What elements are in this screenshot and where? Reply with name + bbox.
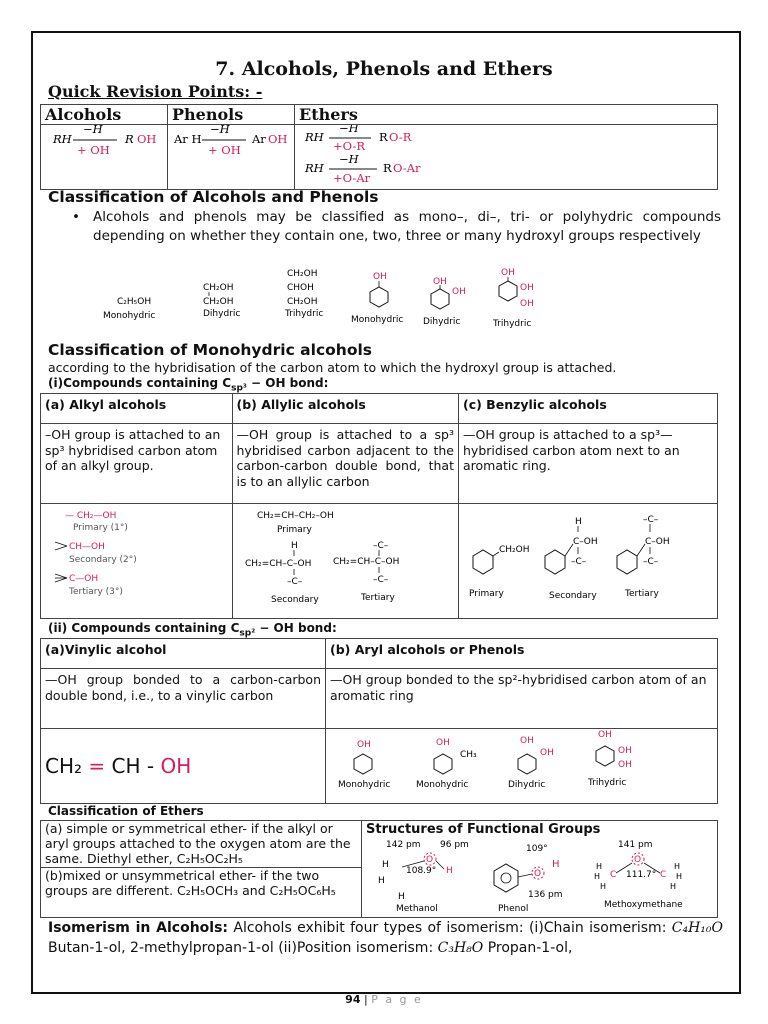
footer-separator: | <box>360 993 372 1006</box>
vinylic-structure <box>41 729 326 804</box>
primary-label: Primary (1°) <box>73 523 128 533</box>
product-group: OH <box>137 132 157 146</box>
functional-structures <box>362 837 702 913</box>
page-footer <box>0 993 768 1006</box>
methanol-d1: 142 pm <box>386 840 421 850</box>
h-atom: H <box>290 541 298 551</box>
svg-text:O: O <box>426 855 434 865</box>
isomerism-paragraph <box>48 918 723 958</box>
arrow-below: + OH <box>208 143 241 157</box>
product-r: Ar <box>252 132 266 146</box>
chapter-title: 7. Alcohols, Phenols and Ethers <box>215 58 553 80</box>
header-alcohols: Alcohols <box>41 105 168 125</box>
sp3-heading-lead: (i)Compounds containing C <box>48 376 232 390</box>
svg-text:H: H <box>596 862 603 871</box>
c-atom: –C– <box>571 557 587 567</box>
mono-label: Monohydric <box>103 311 156 321</box>
phenol-reaction-cell <box>168 125 295 190</box>
primary-formula: — CH₂—OH <box>65 511 117 521</box>
revision-table <box>40 104 718 190</box>
quick-revision-heading: Quick Revision Points: - <box>48 82 263 101</box>
header-benzylic: (c) Benzylic alcohols <box>459 394 718 424</box>
phenol-mono-label: Monohydric <box>351 315 404 325</box>
ether-reactions <box>299 125 499 185</box>
desc-allylic: —OH group is attached to a sp³ hybridised carbon adjacent to the carbon-carbon double bond, that is to an allylic carbon <box>232 424 459 504</box>
sp2-heading <box>48 621 337 638</box>
arrow-above: −H <box>339 152 359 166</box>
tri-formula-3: CH₂OH <box>287 297 318 307</box>
benzylic-tertiary-label: Tertiary <box>625 589 659 599</box>
benzylic-secondary: C–OH <box>573 537 598 547</box>
benzene-ring-icon <box>473 550 493 574</box>
sp2-table <box>40 638 718 804</box>
oh-label: OH <box>452 287 466 297</box>
allylic-tertiary-label: Tertiary <box>360 593 395 603</box>
sp3-subscript: sp³ <box>231 383 247 394</box>
phenol-tri-label: Trihydric <box>493 319 532 329</box>
benzylic-primary-label: Primary <box>469 589 504 599</box>
oh-label: OH <box>540 748 554 758</box>
reactant: RH <box>53 132 72 146</box>
benzene-ring-icon <box>499 281 517 301</box>
page-number: 94 <box>345 993 361 1006</box>
oh-label: OH <box>520 283 534 293</box>
desc-benzylic: —OH group is attached to a sp³— hybridised carbon atom next to an aromatic ring. <box>459 424 718 504</box>
benzylic-primary: CH₂OH <box>499 545 530 555</box>
di-formula-2: CH₂OH <box>203 297 234 307</box>
header-aryl: (b) Aryl alcohols or Phenols <box>326 639 718 669</box>
ethers-heading: Classification of Ethers <box>48 804 204 818</box>
oh-label: OH <box>598 730 612 740</box>
svg-text:C: C <box>660 870 667 880</box>
benzylic-secondary-label: Secondary <box>549 591 597 601</box>
phenol-reaction <box>172 125 290 183</box>
svg-text:H: H <box>600 882 607 891</box>
benzene-ring-icon <box>617 550 637 574</box>
alkyl-diagram <box>45 504 225 608</box>
vinylic-ch2: CH₂ <box>45 754 89 778</box>
allylic-diagram <box>237 504 452 608</box>
product-r: R <box>379 130 388 144</box>
header-allylic: (b) Allylic alcohols <box>232 394 459 424</box>
c-atom: –C– <box>643 557 659 567</box>
sp3-heading <box>48 376 328 393</box>
aryl-label-3: Dihydric <box>508 780 546 790</box>
benzene-ring-icon <box>494 864 518 892</box>
benzene-ring-icon <box>518 754 536 774</box>
header-ethers: Ethers <box>295 105 718 125</box>
oh-label: OH <box>433 277 447 287</box>
reactant: Ar H <box>174 132 202 146</box>
ether-reaction-cell <box>295 125 718 190</box>
phenol-angle: 109° <box>526 844 548 854</box>
desc-alkyl: –OH group is attached to an sp³ hybridised carbon atom of an alkyl group. <box>41 424 233 504</box>
simple-ether: (a) simple or symmetrical ether- if the alkyl or aryl groups attached to the oxygen atom are the same. Diethyl ether, C₂H₅OC₂H₅ <box>41 821 362 868</box>
tri-formula-2: CHOH <box>287 283 314 293</box>
c-atom: –C– <box>643 515 659 525</box>
functional-structures-cell <box>362 821 718 918</box>
aryl-label-2: Monohydric <box>416 780 469 790</box>
svg-text:O: O <box>534 869 542 879</box>
allylic-tertiary: CH₂=CH–C–OH <box>332 557 399 567</box>
svg-text:H: H <box>674 862 681 871</box>
product-group: O-Ar <box>393 161 421 175</box>
oh-label: OH <box>618 760 632 770</box>
h-atom: H <box>575 517 582 527</box>
vinylic-ch: CH - <box>105 754 161 778</box>
svg-text:H: H <box>398 892 405 902</box>
sp2-heading-tail: − OH bond: <box>255 621 337 635</box>
benzene-ring-icon <box>596 746 614 766</box>
svg-text:H: H <box>594 872 601 881</box>
c-atom: –C– <box>372 541 388 551</box>
c-atom: –C– <box>372 575 388 585</box>
svg-text:C: C <box>610 870 617 880</box>
svg-text:H: H <box>446 866 453 876</box>
page-label: P a g e <box>371 993 423 1006</box>
oh-label: OH <box>520 736 534 746</box>
isomerism-formula-1: C₄H₁₀O <box>671 920 723 936</box>
isomerism-text-3: Propan-1-ol, <box>483 940 573 956</box>
oh-label: OH <box>436 738 450 748</box>
oh-label: OH <box>357 740 371 750</box>
header-phenols: Phenols <box>168 105 295 125</box>
di-formula-1: CH₂OH <box>203 283 234 293</box>
allylic-structures <box>232 504 459 619</box>
isomerism-text-2: Butan-1-ol, 2-methylpropan-1-ol (ii)Position isomerism: <box>48 940 438 956</box>
svg-text:H: H <box>676 872 683 881</box>
oh-label: OH <box>501 268 515 278</box>
methanol-d2: 96 pm <box>440 840 469 850</box>
isomerism-text-1: Alcohols exhibit four types of isomerism: (i)Chain isomerism: <box>228 920 667 936</box>
svg-text:H: H <box>382 860 389 870</box>
c-atom: –C– <box>286 577 302 587</box>
aryl-diagram <box>330 729 710 799</box>
arrow-above: −H <box>339 125 359 135</box>
product-r: R <box>383 161 392 175</box>
classification-heading: Classification of Alcohols and Phenols <box>48 188 379 206</box>
phenol-distance: 136 pm <box>528 890 563 900</box>
secondary-label: Secondary (2°) <box>69 555 137 565</box>
tertiary-label: Tertiary (3°) <box>69 587 123 597</box>
product-r: R <box>125 132 134 146</box>
sp3-heading-tail: − OH bond: <box>246 376 329 390</box>
arrow-below: + OH <box>77 143 110 157</box>
ethers-table <box>40 820 718 918</box>
reactant: RH <box>305 130 324 144</box>
benzene-ring-icon <box>431 289 449 309</box>
methoxymethane-distance: 141 pm <box>618 840 653 850</box>
product-group: O-R <box>389 130 412 144</box>
methoxymethane-label: Methoxymethane <box>604 900 683 910</box>
phenol-di-label: Dihydric <box>423 317 461 327</box>
classification-text: Alcohols and phenols may be classified as mono–, di–, tri- or polyhydric compounds depending on whether they contain one, two, three or many hydroxyl groups respectively <box>93 209 721 244</box>
methanol-angle: 108.9° <box>406 866 437 876</box>
desc-vinylic: —OH group bonded to a carbon-carbon double bond, i.e., to a vinylic carbon <box>41 669 326 729</box>
oh-label: OH <box>373 272 387 282</box>
benzylic-diagram <box>463 504 713 608</box>
desc-aryl: —OH group bonded to the sp²-hybridised carbon atom of an aromatic ring <box>326 669 718 729</box>
benzene-ring-icon <box>354 754 372 774</box>
monohydric-text: according to the hybridisation of the carbon atom to which the hydroxyl group is attached. <box>48 360 617 375</box>
phenol-label: Phenol <box>498 904 529 913</box>
alcohol-reaction <box>45 125 163 183</box>
monohydric-heading: Classification of Monohydric alcohols <box>48 341 373 359</box>
structures-heading: Structures of Functional Groups <box>366 822 601 837</box>
isomerism-lead: Isomerism in Alcohols: <box>48 920 229 936</box>
oh-label: OH <box>520 299 534 309</box>
vinylic-double-bond: = <box>88 754 106 778</box>
product-group: OH <box>268 132 288 146</box>
mixed-ether: (b)mixed or unsymmetrical ether- if the two groups are different. C₂H₅OCH₃ and C₂H₅OC₆H₅ <box>41 868 362 918</box>
svg-text:H: H <box>670 882 677 891</box>
aryl-label-4: Trihydric <box>588 778 627 788</box>
vinylic-oh: OH <box>160 754 192 778</box>
allylic-secondary: CH₂=CH–C–OH <box>244 559 311 569</box>
arrow-below: +O-R <box>333 139 366 153</box>
svg-text:O: O <box>634 855 642 865</box>
sp3-table <box>40 393 718 619</box>
allylic-secondary-label: Secondary <box>270 595 319 605</box>
vinylic-formula <box>45 754 191 778</box>
bullet-icon: • <box>72 209 80 225</box>
benzene-ring-icon <box>545 550 565 574</box>
methanol-label: Methanol <box>396 904 438 913</box>
sp2-heading-lead: (ii) Compounds containing C <box>48 621 240 635</box>
arrow-above: −H <box>210 125 230 136</box>
allylic-primary: CH₂=CH–CH₂–OH <box>256 511 334 521</box>
header-alkyl: (a) Alkyl alcohols <box>41 394 233 424</box>
alcohol-reaction-cell <box>41 125 168 190</box>
allylic-primary-label: Primary <box>276 525 312 535</box>
svg-text:H: H <box>378 876 385 886</box>
tri-formula-1: CH₂OH <box>287 269 318 279</box>
methoxymethane-angle: 111.7° <box>626 870 657 880</box>
mono-formula: C₂H₅OH <box>117 297 152 307</box>
tri-label: Trihydric <box>285 309 324 319</box>
isomerism-formula-2: C₃H₈O <box>437 940 484 956</box>
benzylic-tertiary: C–OH <box>645 537 670 547</box>
di-label: Dihydric <box>203 309 241 319</box>
hydric-structures <box>95 264 555 332</box>
oh-label: OH <box>618 746 632 756</box>
sp2-subscript: sp² <box>239 628 256 639</box>
methyl-group: CH₃ <box>460 750 477 760</box>
aryl-label-1: Monohydric <box>338 780 391 790</box>
alkyl-structures <box>41 504 233 619</box>
secondary-formula: CH—OH <box>69 542 105 552</box>
benzene-ring-icon <box>434 754 452 774</box>
benzene-ring-icon <box>370 287 388 307</box>
aryl-structures <box>326 729 718 804</box>
arrow-above: −H <box>83 125 103 136</box>
reactant: RH <box>305 161 324 175</box>
svg-text:H: H <box>552 859 560 870</box>
benzylic-structures <box>459 504 718 619</box>
arrow-below: +O-Ar <box>333 171 371 185</box>
header-vinylic: (a)Vinylic alcohol <box>41 639 326 669</box>
tertiary-formula: C—OH <box>69 574 99 584</box>
